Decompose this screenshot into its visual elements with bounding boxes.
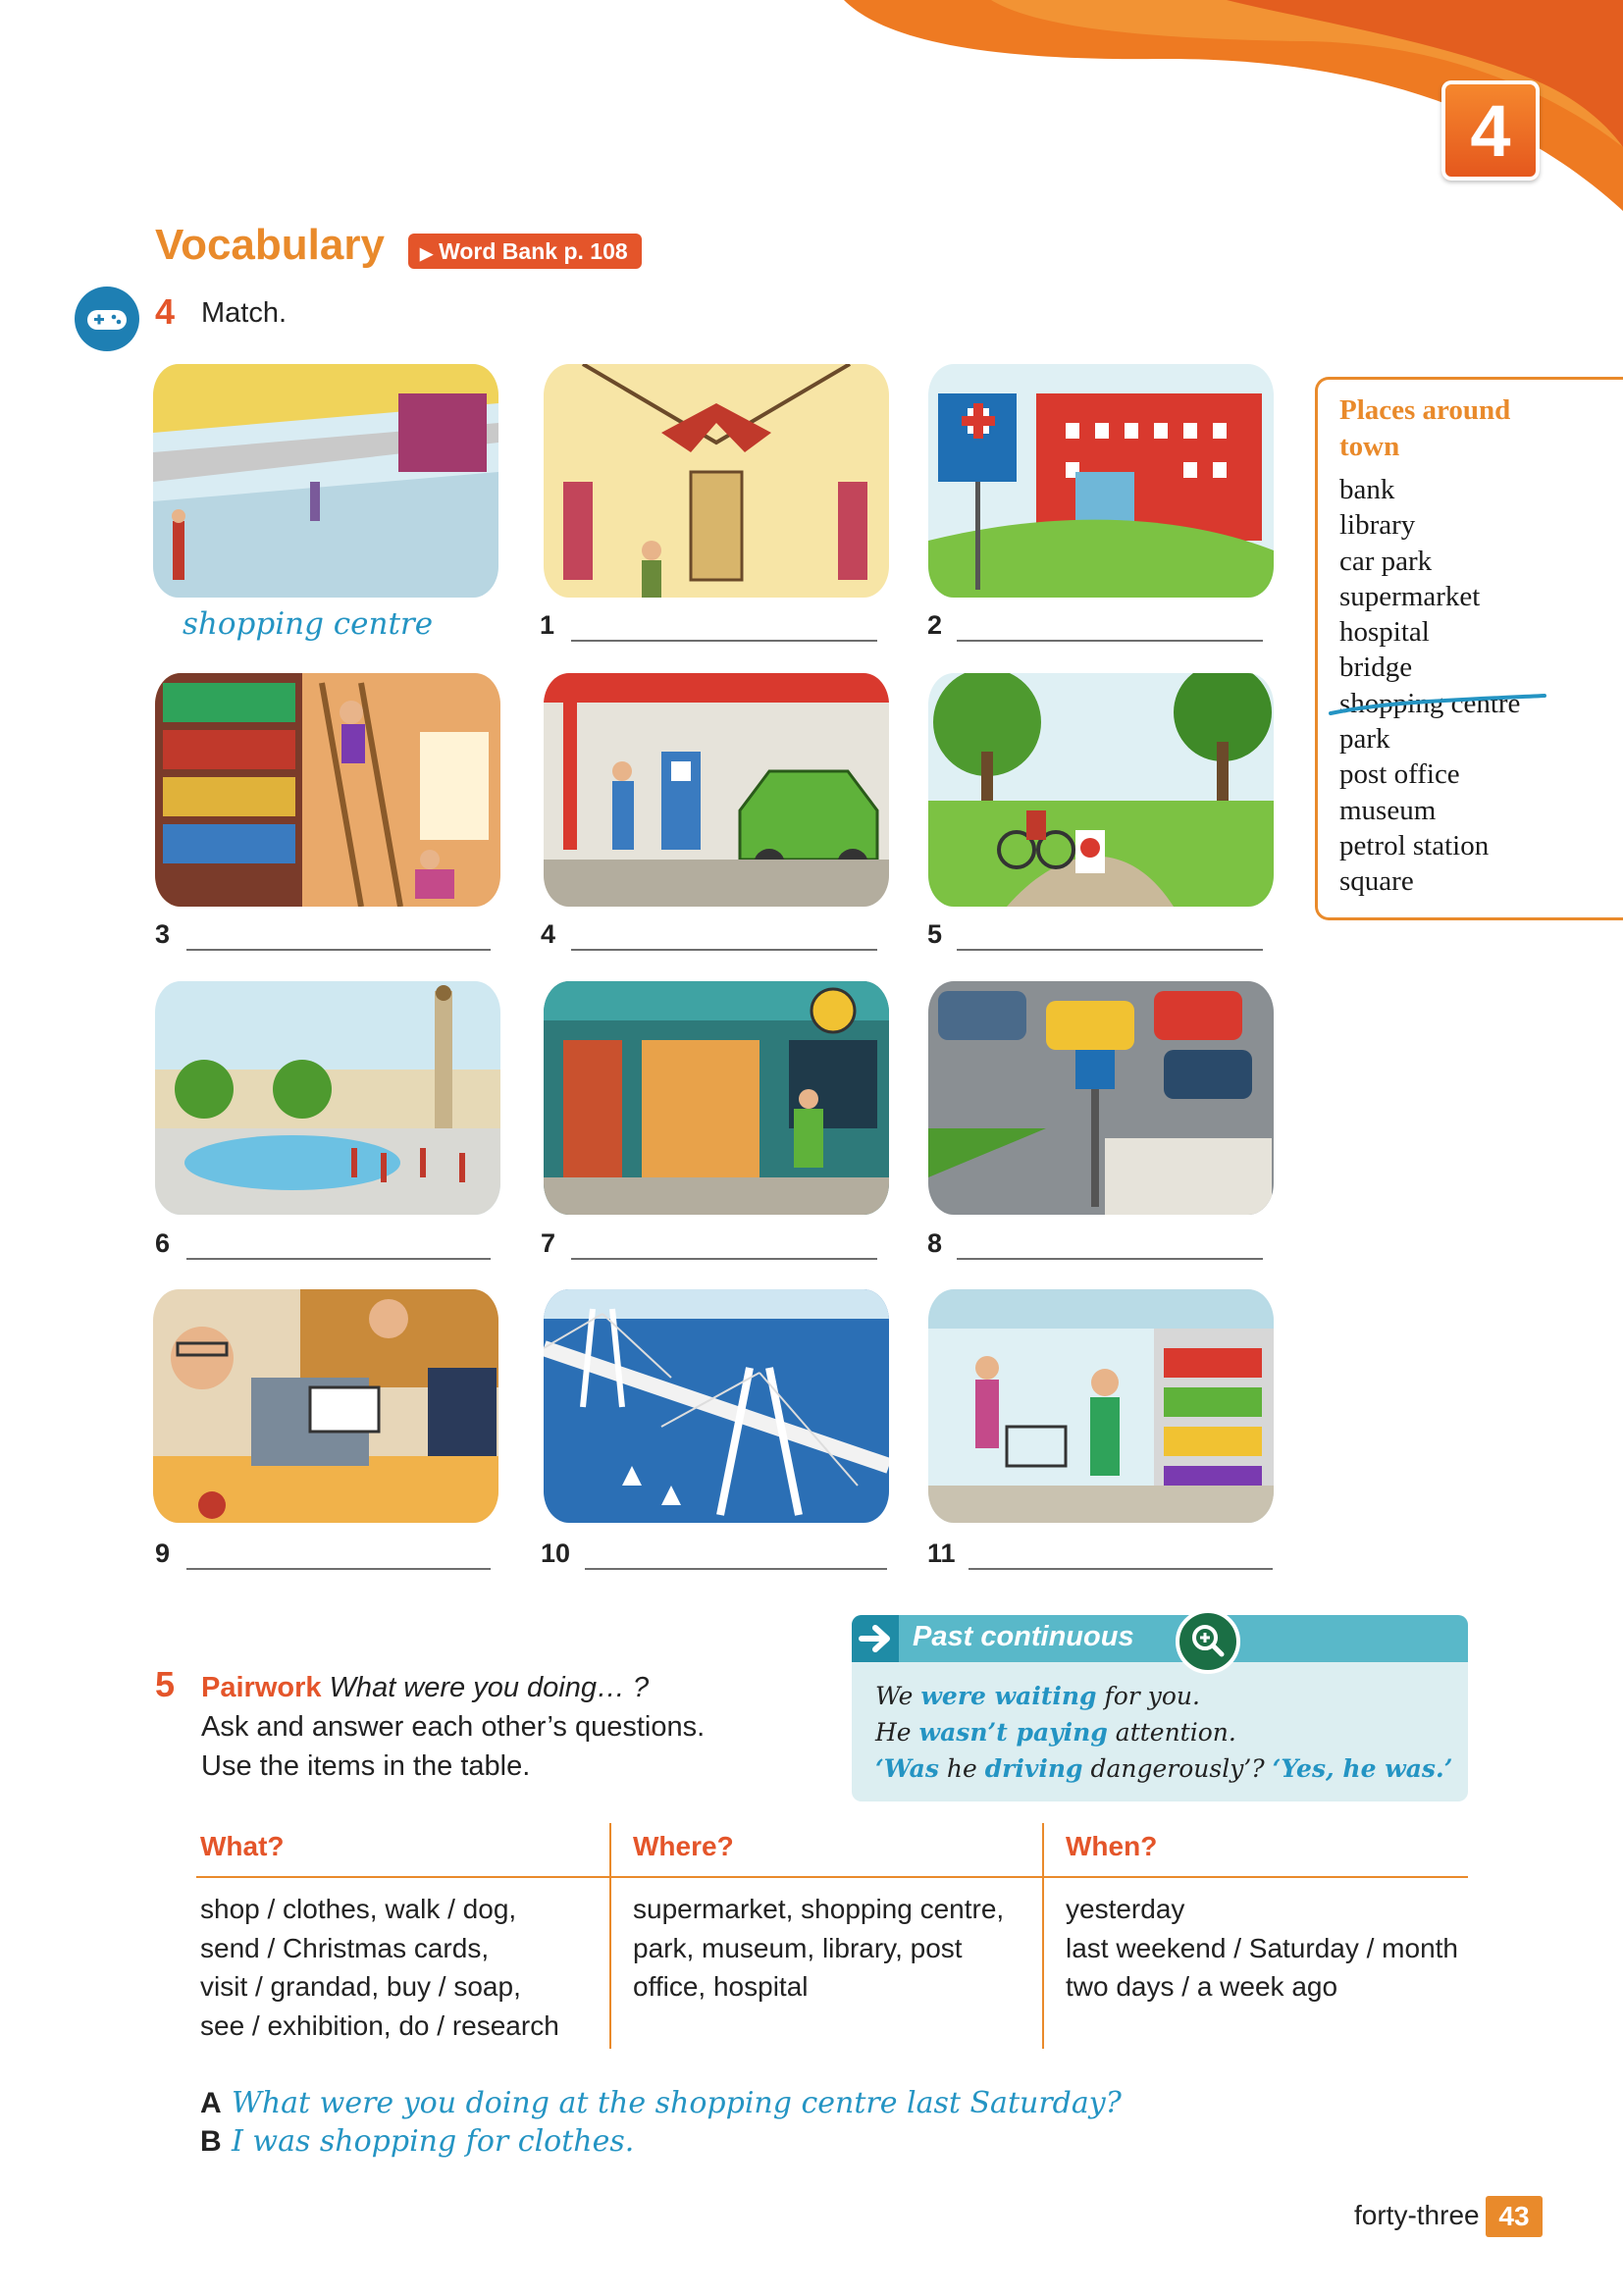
word-item: post office <box>1339 758 1460 791</box>
item-number: 8 <box>927 1228 943 1258</box>
instruction-line-1: Ask and answer each other’s questions. <box>201 1711 706 1743</box>
answer-line-6[interactable] <box>186 1258 491 1260</box>
item-number: 9 <box>155 1539 171 1568</box>
example-answer: shopping centre <box>183 606 434 642</box>
dialog-line-b: B I was shopping for clothes. <box>200 2124 635 2159</box>
picture-4-petrol-station <box>544 673 889 907</box>
page-number-badge: 43 <box>1486 2196 1543 2237</box>
item-number: 1 <box>540 610 555 640</box>
answer-line-2[interactable] <box>957 640 1263 642</box>
answer-line-8[interactable] <box>957 1258 1263 1260</box>
table-header-where: Where? <box>633 1831 734 1861</box>
picture-10-bridge <box>544 1289 889 1523</box>
picture-7-bank <box>544 981 889 1215</box>
page-number-word: forty-three <box>1354 2200 1480 2230</box>
picture-5-park <box>928 673 1274 907</box>
arrow-right-icon <box>852 1615 899 1662</box>
item-number: 4 <box>541 919 556 949</box>
picture-8-car-park <box>928 981 1274 1215</box>
item-number: 3 <box>155 919 171 949</box>
table-divider <box>609 1823 611 2049</box>
answer-line-11[interactable] <box>969 1568 1273 1570</box>
table-cell-where: supermarket, shopping centre, park, museum, library, post office, hospital <box>633 1894 1005 2002</box>
word-bank-label: Word Bank p. 108 <box>439 238 628 264</box>
grammar-example-2: He wasn’t paying attention. <box>875 1718 1236 1747</box>
exercise-4-number: 4 <box>155 291 176 332</box>
instruction-line-2: Use the items in the table. <box>201 1750 531 1782</box>
word-item: petrol station <box>1339 829 1490 861</box>
table-divider <box>1042 1823 1044 2049</box>
header-swoosh <box>0 0 1623 255</box>
word-item: square <box>1339 865 1414 898</box>
grammar-example-1: We were waiting for you. <box>875 1682 1200 1710</box>
picture-shopping-centre <box>153 364 498 598</box>
item-number: 5 <box>927 919 943 949</box>
answer-line-10[interactable] <box>585 1568 887 1570</box>
magnifier-icon[interactable] <box>1176 1609 1240 1674</box>
item-number: 7 <box>541 1228 556 1258</box>
item-number: 10 <box>541 1539 571 1568</box>
grammar-example-3: ‘Was he driving dangerously’? ‘Yes, he was.’ <box>875 1754 1453 1783</box>
word-item: hospital <box>1339 616 1430 649</box>
unit-number-badge: 4 <box>1441 80 1540 181</box>
word-bank-link[interactable] <box>408 234 642 269</box>
picture-3-library <box>155 673 500 907</box>
picture-2-hospital <box>928 364 1274 598</box>
exercise-4-instruction: Match. <box>201 297 288 329</box>
word-item: supermarket <box>1339 580 1481 612</box>
exercise-5-instructions <box>201 1668 705 1786</box>
answer-line-1[interactable] <box>571 640 877 642</box>
picture-1-museum <box>544 364 889 598</box>
answer-line-7[interactable] <box>571 1258 877 1260</box>
word-list <box>1339 472 1520 900</box>
word-item: bridge <box>1339 652 1413 684</box>
answer-line-3[interactable] <box>186 949 491 951</box>
dialog-line-a: A What were you doing at the shopping centre last Saturday? <box>200 2086 1122 2120</box>
exercise-5-number: 5 <box>155 1664 176 1704</box>
pairwork-label: Pairwork <box>201 1672 322 1703</box>
table-header-when: When? <box>1066 1831 1158 1861</box>
strike-through-mark <box>1327 690 1548 719</box>
grammar-title: Past continuous <box>913 1621 1134 1652</box>
item-number: 11 <box>927 1539 956 1568</box>
item-number: 6 <box>155 1228 171 1258</box>
play-arrow-icon: ▶ <box>420 244 434 263</box>
word-item: park <box>1339 723 1390 756</box>
picture-11-supermarket <box>928 1289 1274 1523</box>
word-item: bank <box>1339 474 1395 505</box>
table-header-what: What? <box>200 1831 285 1861</box>
answer-line-4[interactable] <box>571 949 877 951</box>
word-item: car park <box>1339 545 1433 577</box>
word-item-crossed: shopping centre <box>1339 687 1521 719</box>
picture-6-square <box>155 981 500 1215</box>
answer-line-9[interactable] <box>186 1568 491 1570</box>
table-cell-when: yesterday last weekend / Saturday / month two days / a week ago <box>1066 1894 1458 2002</box>
section-title: Vocabulary <box>155 221 385 269</box>
gamepad-icon[interactable] <box>75 287 139 351</box>
word-item: library <box>1339 509 1416 542</box>
picture-9-post-office <box>153 1289 498 1523</box>
word-item: museum <box>1339 794 1437 826</box>
word-box-title: Places around town <box>1339 394 1511 462</box>
item-number: 2 <box>927 610 943 640</box>
answer-line-5[interactable] <box>957 949 1263 951</box>
table-cell-what: shop / clothes, walk / dog, send / Christmas cards, visit / grandad, buy / soap, see / exhibition, do / research <box>200 1894 559 2041</box>
table-header-rule <box>196 1876 1468 1878</box>
pairwork-question: What were you doing… ? <box>329 1672 650 1703</box>
